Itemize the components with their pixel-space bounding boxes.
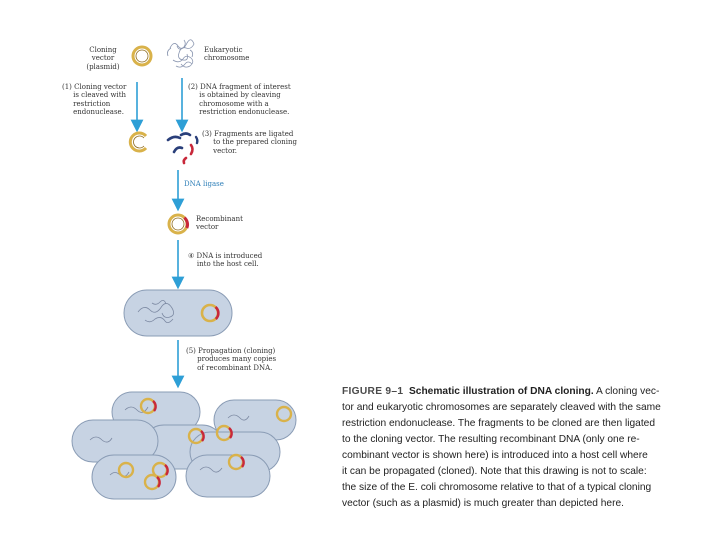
label-cloning-vector: Cloning vector (plasmid) [86, 46, 120, 71]
figure-number: FIGURE 9–1 [342, 386, 404, 397]
label-recombinant-vector: Recombinant vector [196, 215, 243, 232]
plasmid-intact [133, 47, 151, 65]
dna-fragments [168, 134, 197, 164]
caption-line-7: vector (such as a plasmid) is much greater than depicted here. [342, 498, 624, 509]
caption-line-0: A cloning vec- [596, 386, 660, 397]
caption-line-1: tor and eukaryotic chromosomes are separately cleaved with the same [342, 402, 661, 413]
label-step1: (1) Cloning vector is cleaved with restriction endonuclease. [62, 83, 127, 117]
figure-title: Schematic illustration of DNA cloning. [409, 386, 594, 397]
recombinant-vector [169, 215, 188, 233]
label-step5: (5) Propagation (cloning) produces many copies of recombinant DNA. [186, 347, 277, 372]
label-step4: ④ DNA is introduced into the host cell. [188, 252, 263, 269]
label-step2: (2) DNA fragment of interest is obtained by cleaving chromosome with a restriction endonuclease. [188, 83, 291, 117]
label-dna-ligase: DNA ligase [184, 180, 224, 188]
label-eukaryotic-chromosome: Eukaryotic chromosome [204, 46, 250, 63]
plasmid-cleaved [130, 133, 146, 151]
caption-line-6: the size of the E. coli chromosome relative to that of a typical cloning [342, 482, 652, 493]
caption-line-4: combinant vector is shown here) is introduced into a host cell where [342, 450, 648, 461]
caption-line-3: to the cloning vector. The resulting recombinant DNA (only one re- [342, 434, 640, 445]
caption-line-2: restriction endonuclease. The fragments to be cloned are then ligated [342, 418, 655, 429]
caption-line-5: it can be propagated (cloned). Note that this drawing is not to scale: [342, 466, 647, 477]
host-cell [124, 290, 232, 336]
figure-caption [342, 384, 708, 512]
cell-cluster [72, 392, 296, 499]
eukaryotic-chromosome-icon [167, 40, 194, 67]
label-step3: (3) Fragments are ligated to the prepared cloning vector. [202, 130, 297, 155]
